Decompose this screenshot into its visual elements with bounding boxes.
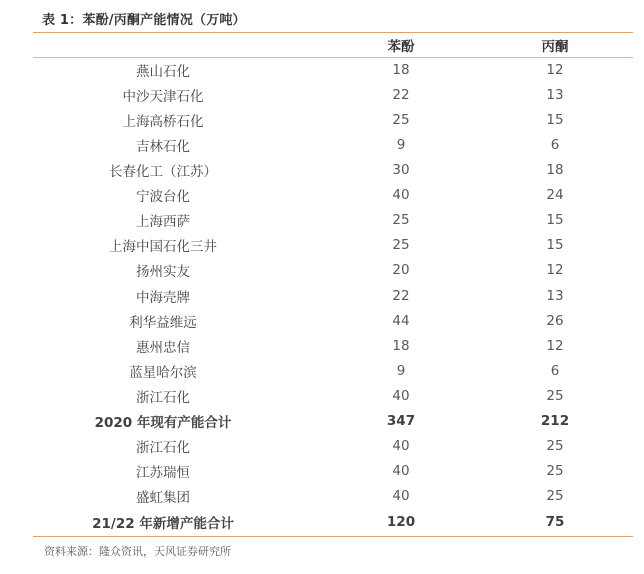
row-company: 燕山石化 (136, 63, 190, 80)
row-company: 中沙天津石化 (122, 88, 204, 105)
row-acetone: 12 (546, 337, 564, 354)
row-company: 中海壳牌 (136, 289, 190, 306)
row-acetone: 13 (546, 287, 564, 304)
table-header-row (33, 32, 633, 57)
table-body (33, 57, 633, 534)
row-acetone: 18 (546, 161, 564, 178)
table-row (33, 258, 633, 283)
row-acetone: 6 (550, 362, 560, 379)
bottom-rule (33, 536, 633, 537)
source-note: 资料来源：隆众资讯，天风证券研究所 (44, 545, 231, 558)
table-row (33, 358, 633, 383)
row-company: 盛虹集团 (136, 490, 190, 507)
row-acetone: 75 (545, 513, 565, 530)
row-company: 江苏瑞恒 (136, 465, 190, 482)
row-company: 长春化工（江苏） (109, 163, 217, 180)
row-company: 扬州实友 (136, 264, 190, 281)
row-phenol: 40 (392, 438, 410, 455)
header-phenol: 苯酚 (387, 38, 415, 55)
row-company: 上海高桥石化 (122, 113, 204, 130)
row-acetone: 12 (546, 61, 564, 78)
row-acetone: 13 (546, 86, 564, 103)
row-company: 2020 年现有产能合计 (94, 415, 232, 432)
table-total-row (33, 409, 633, 434)
table-row (33, 383, 633, 408)
row-phenol: 18 (392, 61, 410, 78)
row-acetone: 15 (546, 212, 564, 229)
row-acetone: 12 (546, 262, 564, 279)
row-company: 蓝星哈尔滨 (129, 364, 197, 381)
table-row (33, 283, 633, 308)
row-phenol: 18 (392, 337, 410, 354)
table-row (33, 157, 633, 182)
capacity-table (33, 32, 633, 534)
table-row (33, 333, 633, 358)
table-title: 表 1：苯酚/丙酮产能情况（万吨） (42, 13, 246, 28)
row-phenol: 25 (392, 111, 410, 128)
table-row (33, 183, 633, 208)
row-company: 惠州忠信 (136, 339, 190, 356)
row-acetone: 25 (546, 438, 564, 455)
table-row (33, 233, 633, 258)
table-row (33, 459, 633, 484)
row-acetone: 25 (546, 387, 564, 404)
table-row (33, 132, 633, 157)
table-row (33, 434, 633, 459)
row-acetone: 212 (540, 413, 570, 430)
row-acetone: 15 (546, 237, 564, 254)
row-company: 浙江石化 (136, 389, 190, 406)
row-acetone: 24 (546, 187, 564, 204)
row-company: 21/22 年新增产能合计 (92, 515, 234, 532)
row-acetone: 25 (546, 488, 564, 505)
row-acetone: 6 (550, 136, 560, 153)
row-company: 浙江石化 (136, 440, 190, 457)
row-phenol: 30 (392, 161, 410, 178)
header-acetone: 丙酮 (541, 38, 569, 55)
row-phenol: 9 (396, 136, 406, 153)
row-company: 宁波台化 (136, 189, 190, 206)
row-acetone: 25 (546, 463, 564, 480)
row-phenol: 20 (392, 262, 410, 279)
table-row (33, 208, 633, 233)
row-phenol: 25 (392, 237, 410, 254)
row-phenol: 22 (392, 86, 410, 103)
row-company: 上海西萨 (136, 214, 190, 231)
row-acetone: 26 (546, 312, 564, 329)
row-phenol: 40 (392, 463, 410, 480)
row-company: 上海中国石化三井 (109, 239, 217, 256)
table-total-row (33, 509, 633, 534)
row-phenol: 347 (386, 413, 416, 430)
row-phenol: 25 (392, 212, 410, 229)
row-company: 利华益维远 (129, 314, 197, 331)
table-row (33, 107, 633, 132)
row-phenol: 40 (392, 387, 410, 404)
table-row (33, 308, 633, 333)
row-phenol: 44 (392, 312, 410, 329)
table-row (33, 82, 633, 107)
row-phenol: 120 (386, 513, 416, 530)
row-phenol: 40 (392, 187, 410, 204)
row-phenol: 40 (392, 488, 410, 505)
row-company: 吉林石化 (136, 138, 190, 155)
table-row (33, 57, 633, 82)
row-phenol: 9 (396, 362, 406, 379)
row-acetone: 15 (546, 111, 564, 128)
table-row (33, 484, 633, 509)
row-phenol: 22 (392, 287, 410, 304)
